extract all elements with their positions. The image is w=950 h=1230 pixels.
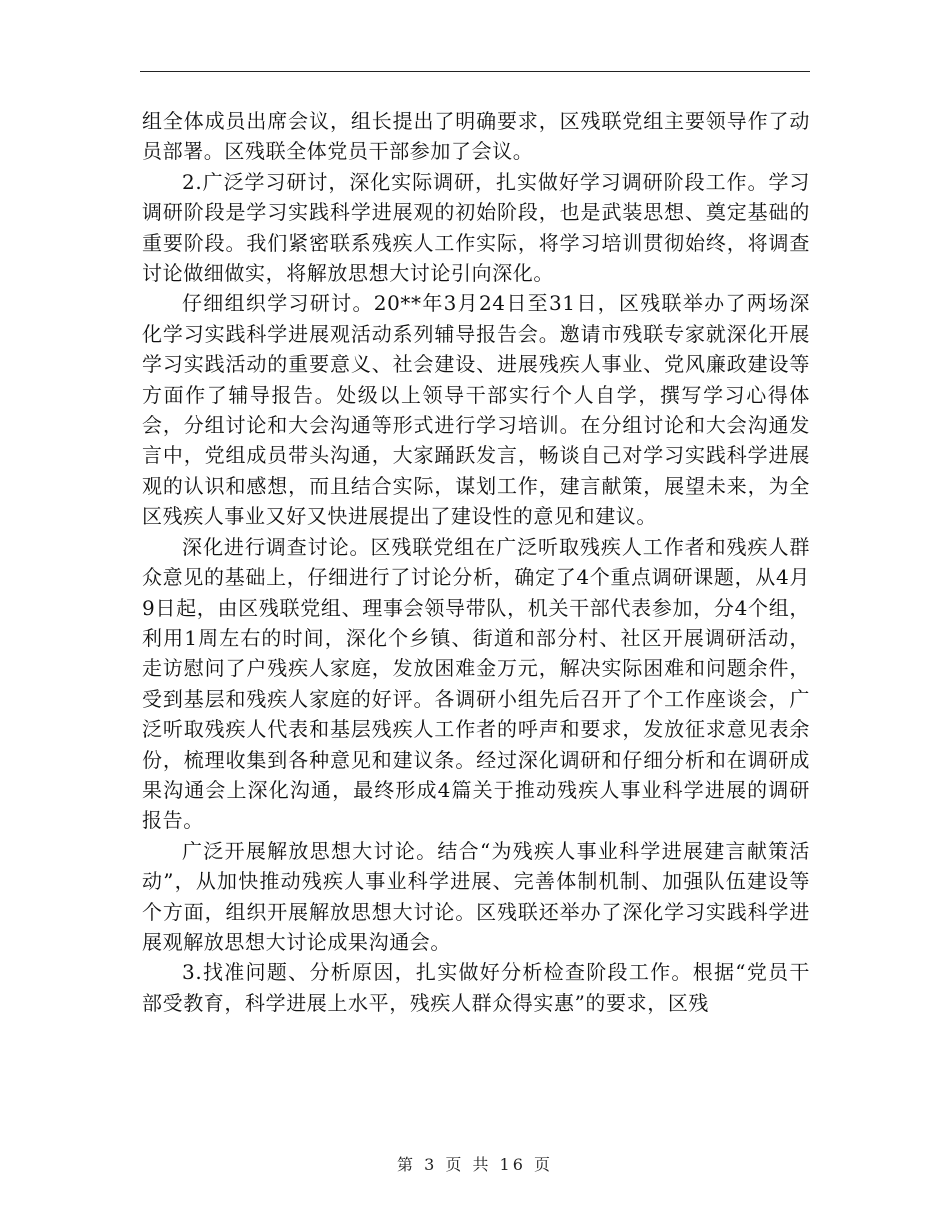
- page-number-footer: 第 3 页 共 16 页: [397, 1155, 553, 1174]
- body-text: [142, 106, 810, 1018]
- paragraph-investigation: 深化进行调查讨论。区残联党组在广泛听取残疾人工作者和残疾人群众意见的基础上，仔细进行了讨论分析，确定了4个重点调研课题，从4月9日起，由区残联党组、理事会领导带队，机关干部代表参加，分4个组，利用1周左右的时间，深化个乡镇、街道和部分村、社区开展调研活动，走访慰问了户残疾人家庭，发放困难金万元，解决实际困难和问题余件，受到基层和残疾人家庭的好评。各调研小组先后召开了个工作座谈会，广泛听取残疾人代表和基层残疾人工作者的呼声和要求，发放征求意见表余份，梳理收集到各种意见和建议条。经过深化调研和仔细分析和在调研成果沟通会上深化沟通，最终形成4篇关于推动残疾人事业科学进展的调研报告。: [142, 534, 810, 833]
- paragraph-study-seminar: 仔细组织学习研讨。20**年3月24日至31日，区残联举办了两场深化学习实践科学进展观活动系列辅导报告会。邀请市残联专家就深化开展学习实践活动的重要意义、社会建设、进展残疾人事业、党风廉政建设等方面作了辅导报告。处级以上领导干部实行个人自学，撰写学习心得体会，分组讨论和大会沟通等形式进行学习培训。在分组讨论和大会沟通发言中，党组成员带头沟通，大家踊跃发言，畅谈自己对学习实践科学进展观的认识和感想，而且结合实际，谋划工作，建言献策，展望未来，为全区残疾人事业又好又快进展提出了建设性的意见和建议。: [142, 291, 810, 529]
- paragraph-section-2: 2.广泛学习研讨，深化实际调研，扎实做好学习调研阶段工作。学习调研阶段是学习实践科学进展观的初始阶段，也是武装思想、奠定基础的重要阶段。我们紧密联系残疾人工作实际，将学习培训贯彻始终，将调查讨论做细做实，将解放思想大讨论引向深化。: [142, 169, 810, 286]
- paragraph-discussion: 广泛开展解放思想大讨论。结合“为残疾人事业科学进展建言献策活动”，从加快推动残疾人事业科学进展、完善体制机制、加强队伍建设等个方面，组织开展解放思想大讨论。区残联还举办了深化学习实践科学进展观解放思想大讨论成果沟通会。: [142, 838, 810, 954]
- header-rule: [140, 71, 810, 72]
- paragraph-section-3: 3.找准问题、分析原因，扎实做好分析检查阶段工作。根据“党员干部受教育，科学进展上水平，残疾人群众得实惠”的要求，区残: [142, 960, 810, 1015]
- paragraph-continuation: 组全体成员出席会议，组长提出了明确要求，区残联党组主要领导作了动员部署。区残联全体党员干部参加了会议。: [142, 109, 810, 164]
